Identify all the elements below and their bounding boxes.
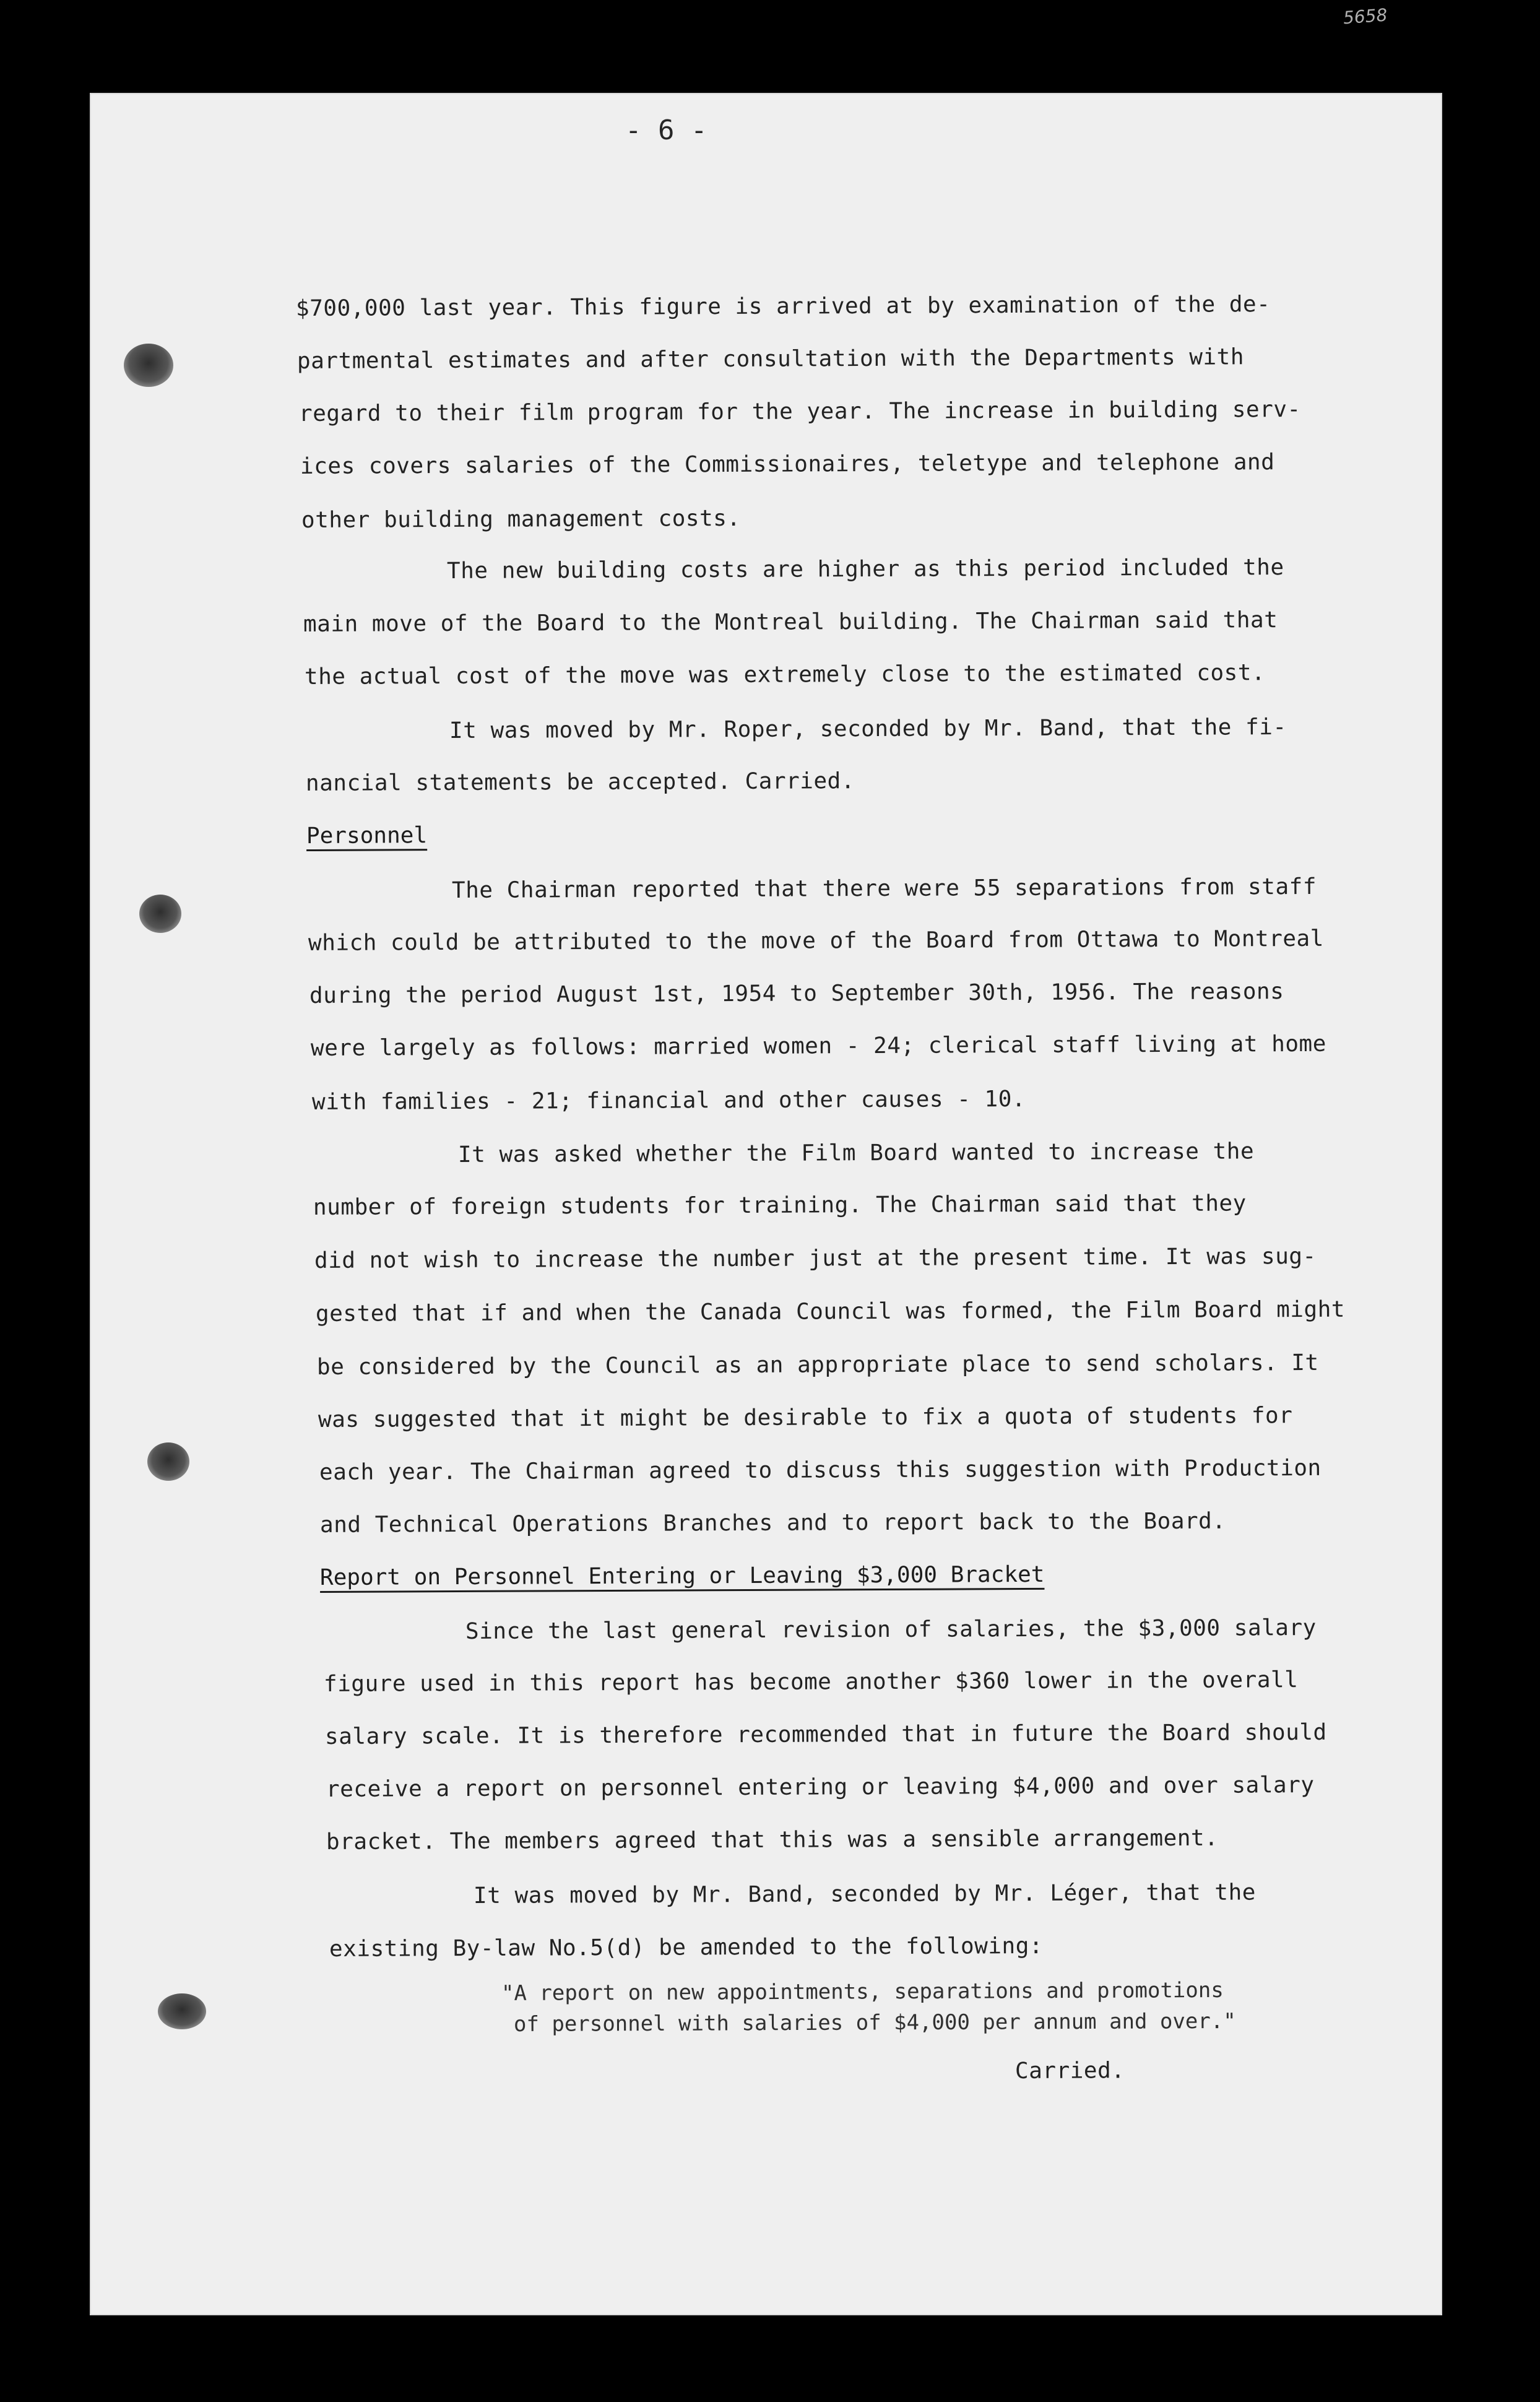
text-line: The Chairman reported that there were 55 separations from staff — [451, 874, 1317, 903]
text-line: receive a report on personnel entering or leaving $4,000 and over salary — [326, 1772, 1315, 1802]
text-line: regard to their film program for the year. The increase in building serv- — [298, 396, 1301, 427]
punch-hole-3 — [147, 1442, 189, 1481]
carried-note: Carried. — [1014, 2058, 1125, 2084]
text-line: nancial statements be accepted. Carried. — [305, 768, 855, 796]
quoted-amendment-line: "A report on new appointments, separations and promotions — [501, 1977, 1224, 2006]
text-line: It was moved by Mr. Roper, seconded by Mr. Band, that the fi- — [449, 714, 1287, 744]
text-line: figure used in this report has become another $360 lower in the overall — [323, 1667, 1299, 1697]
text-line: gested that if and when the Canada Council was formed, the Film Board might — [315, 1296, 1346, 1327]
text-line: partmental estimates and after consultation with the Departments with — [296, 344, 1245, 374]
punch-hole-1 — [124, 344, 173, 387]
quoted-amendment-line: of personnel with salaries of $4,000 per annum and over." — [513, 2008, 1236, 2037]
text-line: which could be attributed to the move of the Board from Ottawa to Montreal — [308, 926, 1324, 956]
text-line: $700,000 last year. This figure is arrived at by examination of the de- — [295, 292, 1271, 321]
text-line: each year. The Chairman agreed to discuss this suggestion with Production — [319, 1455, 1322, 1485]
page-number: - 6 - — [625, 115, 707, 146]
text-line: It was asked whether the Film Board wanted to increase the — [457, 1138, 1255, 1168]
text-line: the actual cost of the move was extremely close to the estimated cost. — [304, 660, 1266, 690]
text-line: The new building costs are higher as this period included the — [446, 555, 1284, 584]
text-line: salary scale. It is therefore recommended that in future the Board should — [324, 1719, 1327, 1749]
archive-number: 5658 — [1342, 4, 1388, 28]
text-line: were largely as follows: married women - 24; clerical staff living at home — [310, 1031, 1326, 1061]
text-line: main move of the Board to the Montreal building. The Chairman said that — [303, 607, 1278, 637]
text-line: existing By-law No.5(d) be amended to the following: — [329, 1933, 1044, 1962]
text-line: other building management costs. — [301, 505, 741, 533]
text-line: number of foreign students for training. The Chairman said that they — [313, 1190, 1247, 1220]
text-line: Since the last general revision of salaries, the $3,000 salary — [465, 1615, 1317, 1644]
text-line: did not wish to increase the number just at the present time. It was sug- — [314, 1243, 1317, 1273]
punch-hole-2 — [139, 895, 181, 933]
text-line: with families - 21; financial and other causes - 10. — [311, 1086, 1026, 1115]
text-line: bracket. The members agreed that this was a sensible arrangement. — [326, 1825, 1219, 1855]
text-line: was suggested that it might be desirable to fix a quota of students for — [318, 1403, 1293, 1433]
punch-hole-4 — [158, 1993, 206, 2029]
section-heading-report: Report on Personnel Entering or Leaving $3,000 Bracket — [319, 1561, 1045, 1590]
text-line: and Technical Operations Branches and to report back to the Board. — [319, 1508, 1226, 1538]
text-line: ices covers salaries of the Commissionaires, teletype and telephone and — [300, 449, 1275, 479]
section-heading-personnel: Personnel — [306, 823, 428, 849]
text-line: during the period August 1st, 1954 to September 30th, 1956. The reasons — [309, 979, 1284, 1008]
text-line: be considered by the Council as an appropriate place to send scholars. It — [316, 1350, 1319, 1380]
text-line: It was moved by Mr. Band, seconded by Mr. Léger, that the — [473, 1880, 1256, 1909]
